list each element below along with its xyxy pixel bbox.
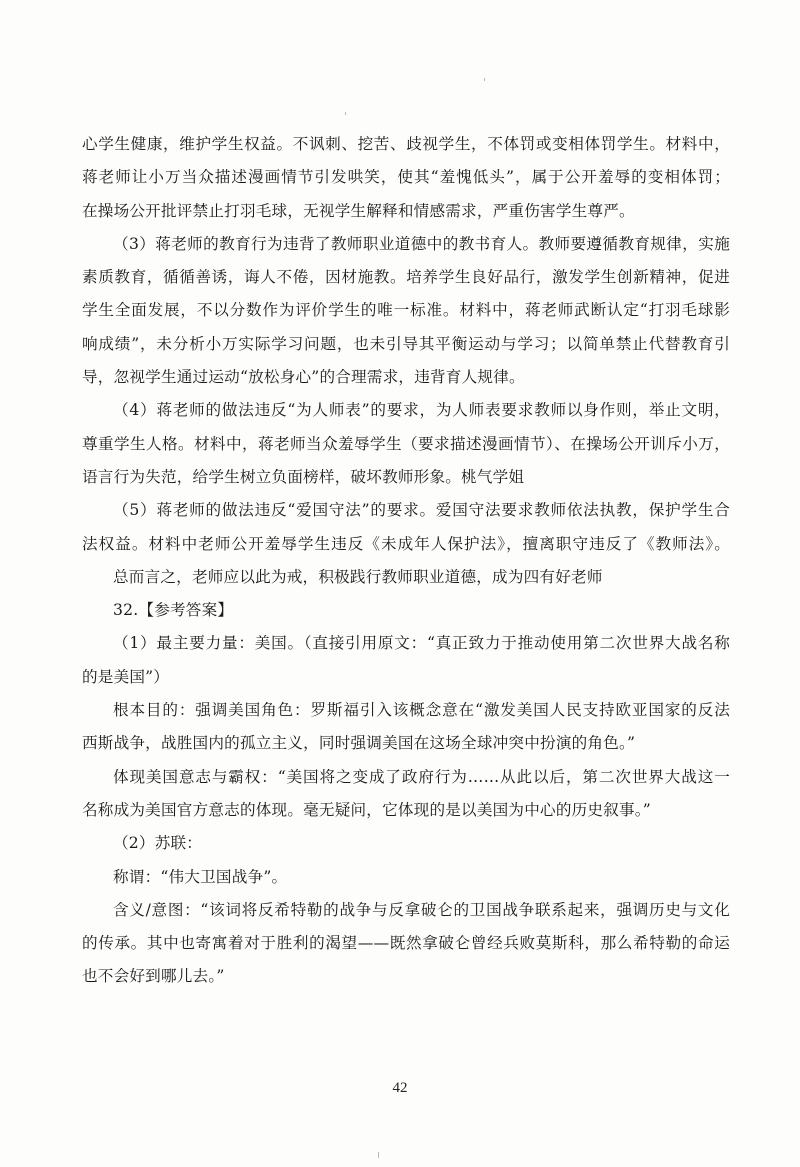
text-line: 的是美国”） <box>82 667 170 686</box>
scan-mark-right <box>484 78 485 81</box>
text-line: （2）苏联： <box>113 834 203 853</box>
text-line: 语言行为失范，给学生树立负面榜样，破坏教师形象。桃气学姐 <box>82 467 525 486</box>
text-line: （1）最主要力量：美国。（直接引用原文：“真正致力于推动使用第二次世界大战名称 <box>113 634 730 653</box>
text-line: 的传承。其中也寄寓着对于胜利的渴望——既然拿破仑曾经兵败莫斯科，那么希特勒的命运 <box>82 934 730 953</box>
scan-mark-bottom <box>378 1152 379 1158</box>
answer-heading: 32.【参考答案】 <box>113 601 234 620</box>
text-line: 法权益。材料中老师公开羞辱学生违反《未成年人保护法》，擅离职守违反了《教师法》。 <box>82 534 730 553</box>
text-line: 也不会好到哪儿去。” <box>82 967 225 986</box>
text-line: （4）蒋老师的做法违反“为人师表”的要求，为人师表要求教师以身作则，举止文明， <box>113 401 730 420</box>
text-line: 西斯战争，战胜国内的孤立主义，同时强调美国在这场全球冲突中扮演的角色。” <box>82 734 636 753</box>
text-line: （3）蒋老师的教育行为违背了教师职业道德中的教书育人。教师要遵循教育规律，实施 <box>113 234 730 253</box>
page-number: 42 <box>392 1080 408 1096</box>
text-line: 称谓：“伟大卫国战争”。 <box>113 867 288 886</box>
text-line: 根本目的：强调美国角色：罗斯福引入该概念意在“激发美国人民支持欧亚国家的反法 <box>113 701 730 720</box>
text-line: 蒋老师让小万当众描述漫画情节引发哄笑，使其“羞愧低头”，属于公开羞辱的变相体罚； <box>82 168 730 187</box>
text-line: 学生全面发展，不以分数作为评价学生的唯一标准。材料中，蒋老师武断认定“打羽毛球影 <box>82 301 730 320</box>
text-line: 心学生健康，维护学生权益。不讽刺、挖苦、歧视学生，不体罚或变相体罚学生。材料中， <box>82 135 730 153</box>
text-line: 总而言之，老师应以此为戒，积极践行教师职业道德，成为四有好老师 <box>113 567 603 586</box>
document-body <box>82 128 730 994</box>
text-line: 尊重学生人格。材料中，蒋老师当众羞辱学生（要求描述漫画情节）、在操场公开训斥小万， <box>82 434 730 453</box>
text-line: 导，忽视学生通过运动“放松身心”的合理需求，违背育人规律。 <box>82 368 525 387</box>
text-line: 素质教育，循循善诱，诲人不倦，因材施教。培养学生良好品行，激发学生创新精神，促进 <box>82 268 730 287</box>
text-line: 响成绩”，未分析小万实际学习问题，也未引导其平衡运动与学习；以简单禁止代替教育引 <box>82 334 730 353</box>
text-line: 名称成为美国官方意志的体现。毫无疑问，它体现的是以美国为中心的历史叙事。” <box>82 800 651 819</box>
text-line: 含义/意图：“该词将反希特勒的战争与反拿破仑的卫国战争联系起来，强调历史与文化 <box>113 900 730 919</box>
scan-mark-top <box>345 112 346 115</box>
text-line: （5）蒋老师的做法违反“爱国守法”的要求。爱国守法要求教师依法执教，保护学生合 <box>113 501 730 520</box>
text-line: 在操场公开批评禁止打羽毛球，无视学生解释和情感需求，严重伤害学生尊严。 <box>82 201 635 220</box>
text-line: 体现美国意志与霸权：“美国将之变成了政府行为……从此以后，第二次世界大战这一 <box>113 767 730 786</box>
